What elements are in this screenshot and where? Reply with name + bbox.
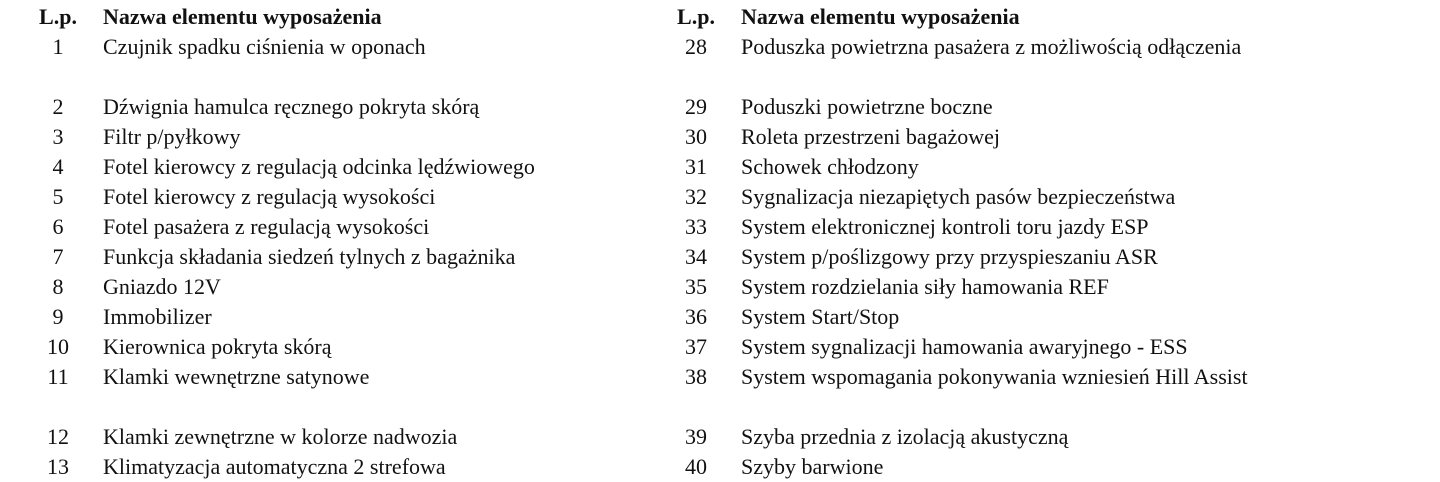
row-name: Szyby barwione (741, 454, 884, 479)
row-number: 38 (685, 364, 707, 389)
row-number: 32 (685, 184, 707, 209)
row-number: 29 (685, 94, 707, 119)
equipment-table-right (668, 0, 1308, 482)
row-name: Fotel kierowcy z regulacją odcinka lędźwiowego (103, 154, 535, 179)
row-number: 36 (685, 304, 707, 329)
row-name: System wspomagania pokonywania wzniesień Hill Assist (741, 364, 1248, 389)
row-name: System sygnalizacji hamowania awaryjnego - ESS (741, 334, 1188, 359)
table-row (668, 362, 1308, 422)
table-row (30, 302, 670, 332)
header-name: Nazwa elementu wyposażenia (741, 4, 1020, 29)
row-name: Kierownica pokryta skórą (103, 334, 332, 359)
row-name: System Start/Stop (741, 304, 900, 329)
row-number: 37 (685, 334, 707, 359)
row-name: Poduszki powietrzne boczne (741, 94, 993, 119)
table-row (30, 92, 670, 122)
table-row (30, 332, 670, 362)
row-number: 5 (52, 184, 64, 209)
row-name: System p/poślizgowy przy przyspieszaniu ASR (741, 244, 1158, 269)
row-number: 30 (685, 124, 707, 149)
row-name: Klimatyzacja automatyczna 2 strefowa (103, 454, 446, 479)
table-row (668, 422, 1308, 452)
row-name: Sygnalizacja niezapiętych pasów bezpieczeństwa (741, 184, 1176, 209)
header-lp: L.p. (677, 4, 715, 29)
table-header (668, 0, 1308, 32)
table-row (668, 152, 1308, 182)
row-number: 6 (52, 214, 64, 239)
row-number: 34 (685, 244, 707, 269)
row-number: 11 (47, 364, 69, 389)
row-number: 8 (52, 274, 64, 299)
table-row (668, 182, 1308, 212)
table-header (30, 0, 670, 32)
row-name: Poduszka powietrzna pasażera z możliwością odłączenia (741, 34, 1242, 59)
row-name: System elektronicznej kontroli toru jazdy ESP (741, 214, 1149, 239)
table-row (30, 272, 670, 302)
row-name: Czujnik spadku ciśnienia w oponach (103, 34, 426, 59)
row-number: 2 (52, 94, 64, 119)
row-number: 7 (52, 244, 64, 269)
row-name: Klamki wewnętrzne satynowe (103, 364, 370, 389)
row-name: Fotel kierowcy z regulacją wysokości (103, 184, 436, 209)
table-row (30, 362, 670, 422)
header-lp: L.p. (39, 4, 77, 29)
table-row (30, 182, 670, 212)
row-number: 4 (52, 154, 64, 179)
table-row (30, 212, 670, 242)
row-name: Filtr p/pyłkowy (103, 124, 241, 149)
table-row (668, 32, 1308, 92)
row-number: 39 (685, 424, 707, 449)
row-name: Fotel pasażera z regulacją wysokości (103, 214, 430, 239)
equipment-table-left (30, 0, 670, 482)
header-name: Nazwa elementu wyposażenia (103, 4, 382, 29)
table-row (30, 152, 670, 182)
table-row (668, 272, 1308, 302)
row-name: Klamki zewnętrzne w kolorze nadwozia (103, 424, 458, 449)
row-name: Immobilizer (103, 304, 212, 329)
table-row (668, 212, 1308, 242)
row-number: 1 (52, 34, 64, 59)
table-row (30, 122, 670, 152)
table-row (30, 422, 670, 452)
row-number: 10 (47, 334, 69, 359)
table-row (668, 302, 1308, 332)
row-name: Schowek chłodzony (741, 154, 919, 179)
row-name: Roleta przestrzeni bagażowej (741, 124, 1000, 149)
row-number: 31 (685, 154, 707, 179)
table-row (30, 242, 670, 272)
row-number: 13 (47, 454, 69, 479)
table-row (30, 32, 670, 92)
row-name: Funkcja składania siedzeń tylnych z bagażnika (103, 244, 516, 269)
row-number: 3 (52, 124, 64, 149)
row-name: Gniazdo 12V (103, 274, 221, 299)
row-number: 35 (685, 274, 707, 299)
row-name: System rozdzielania siły hamowania REF (741, 274, 1109, 299)
row-number: 9 (52, 304, 64, 329)
row-number: 28 (685, 34, 707, 59)
row-number: 33 (685, 214, 707, 239)
row-name: Dźwignia hamulca ręcznego pokryta skórą (103, 94, 480, 119)
table-row (668, 92, 1308, 122)
table-row (668, 122, 1308, 152)
row-number: 12 (47, 424, 69, 449)
table-row (668, 332, 1308, 362)
row-number: 40 (685, 454, 707, 479)
row-name: Szyba przednia z izolacją akustyczną (741, 424, 1069, 449)
table-row (668, 242, 1308, 272)
